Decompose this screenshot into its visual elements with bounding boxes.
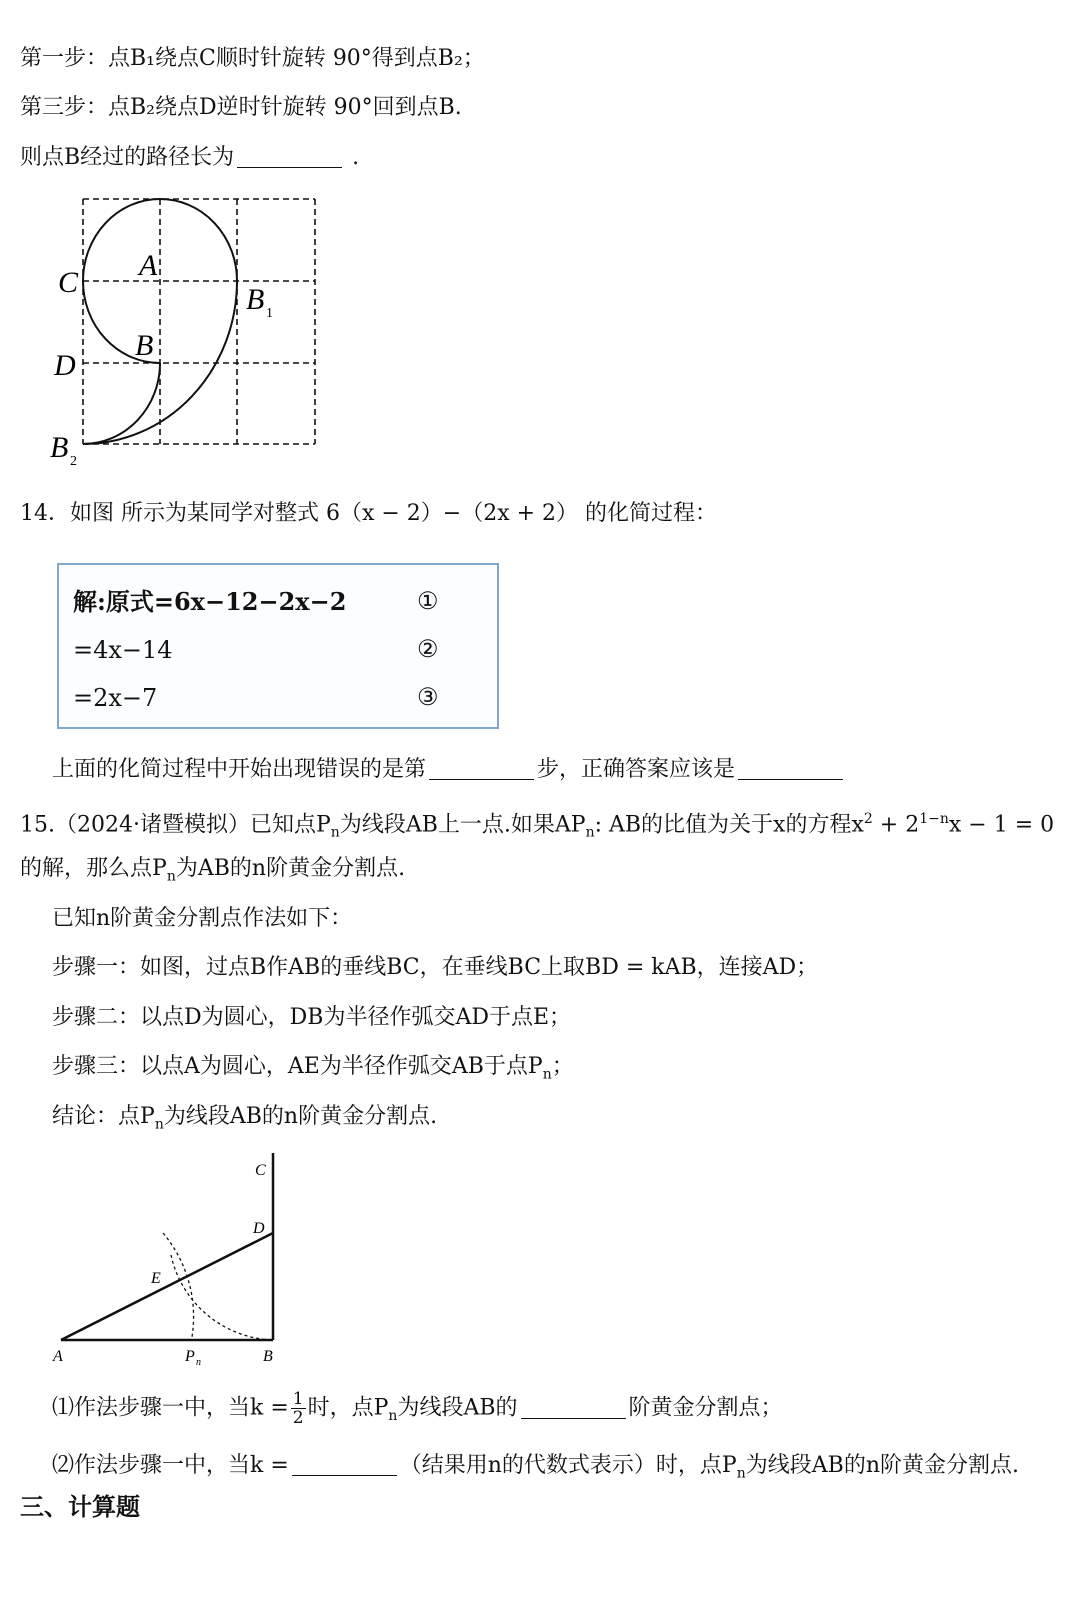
q15-step3-b: ；: [551, 1054, 574, 1079]
q15-sup-2: 2: [863, 811, 873, 827]
q15-label-e: E: [151, 1270, 161, 1287]
q13-label-b: B: [135, 329, 154, 362]
q15-stem-d: + 2: [872, 812, 920, 838]
q14-stem: 14．如图 所示为某同学对整式 6（x − 2）−（2x + 2） 的化简过程：: [20, 501, 718, 526]
q15-stem: [20, 804, 1054, 848]
q15-method-intro: 已知n阶黄金分割点作法如下：: [52, 906, 353, 931]
q13-arc-small: [83, 363, 160, 444]
q13-question-text: 则点B经过的路径长为: [20, 145, 235, 170]
q15-figure: [45, 1145, 295, 1375]
q14-question-a: 上面的化简过程中开始出现错误的是第: [52, 757, 427, 782]
q13-step1: 第一步：点B₁绕点C顺时针旋转 90°得到点B₂；: [20, 46, 485, 71]
q15-part1-c: 为线段AB的: [397, 1395, 518, 1421]
q15-label-a: A: [53, 1348, 63, 1365]
q15-stem-c: : AB的比值为关于x的方程x: [594, 812, 864, 838]
q15-part2-b: （结果用n的代数式表示）时，点P: [399, 1453, 737, 1478]
q15-stem-b: 为线段AB上一点.如果AP: [339, 812, 586, 838]
q15-label-b: B: [263, 1348, 273, 1365]
q15-part1-b: 时，点P: [307, 1395, 389, 1421]
q13-answer-blank[interactable]: [237, 145, 342, 168]
q15-label-p-sub: n: [196, 1357, 201, 1368]
q13-label-a: A: [139, 249, 158, 282]
q15-conclusion-a: 结论：点P: [52, 1104, 155, 1129]
q14-mark3: ③: [417, 683, 439, 711]
q13-label-c: C: [58, 266, 79, 299]
q15-stem2-a: 的解，那么点P: [20, 856, 167, 881]
q15-step1: 步骤一：如图，过点B作AB的垂线BC，在垂线BC上取BD = kAB，连接AD；: [52, 955, 819, 980]
q15-stem-e: x − 1 = 0: [948, 812, 1055, 838]
q15-label-c: C: [255, 1162, 266, 1179]
q15-part2-c: 为线段AB的n阶黄金分割点.: [745, 1453, 1019, 1478]
q15-sub-n7: n: [736, 1465, 746, 1482]
q15-stem2: [20, 854, 405, 891]
q15-part2-a: ⑵作法步骤一中，当k =: [52, 1453, 289, 1478]
q13-label-b1-sub: 1: [266, 306, 273, 321]
q15-fraction-num: 1: [292, 1389, 304, 1409]
q15-sup-1n: 1−n: [919, 811, 949, 827]
q14-question: [52, 755, 846, 785]
q14-mark2: ②: [417, 635, 439, 663]
q15-label-d: D: [253, 1220, 265, 1237]
q15-label-p: P: [185, 1348, 195, 1365]
section3-title: 三、计算题: [20, 1492, 140, 1521]
q15-part1: [52, 1390, 783, 1431]
q13-label-b2-sub: 2: [70, 454, 77, 469]
q13-figure: [40, 185, 340, 475]
q15-sub-n4: n: [542, 1066, 552, 1083]
q15-blank-part1[interactable]: [521, 1396, 626, 1419]
q13-label-b2: B: [50, 431, 69, 464]
q15-sub-n5: n: [154, 1116, 164, 1133]
q15-fraction: [291, 1390, 306, 1427]
q13-grid: [83, 199, 315, 444]
q13-end-mark: .: [352, 145, 360, 170]
q14-box-line3: =2x−7: [73, 684, 158, 712]
q14-question-b: 步，正确答案应该是: [537, 757, 736, 782]
q15-sub-n6: n: [388, 1407, 398, 1424]
q15-stem2-b: 为AB的n阶黄金分割点.: [175, 856, 406, 881]
q15-stem-a: 15.（2024·诸暨模拟）已知点P: [20, 812, 331, 838]
q14-box-line1-text: 解:原式=6x−12−2x−2: [73, 587, 347, 616]
q15-fraction-den: 2: [292, 1408, 304, 1428]
q15-part1-d: 阶黄金分割点；: [628, 1395, 783, 1421]
q13-label-b1: B: [246, 283, 265, 316]
q14-mark1: ①: [417, 587, 439, 615]
q15-blank-part2[interactable]: [292, 1453, 397, 1476]
q13-label-d: D: [54, 349, 76, 382]
q14-solution-box: [57, 563, 499, 729]
q15-conclusion: [52, 1102, 437, 1139]
q13-question: [20, 143, 359, 173]
q14-blank-answer[interactable]: [738, 757, 843, 780]
q13-step3: 第三步：点B₂绕点D逆时针旋转 90°回到点B.: [20, 95, 462, 120]
q15-sub-n1: n: [330, 824, 340, 841]
q15-step3-a: 步骤三：以点A为圆心，AE为半径作弧交AB于点P: [52, 1054, 543, 1079]
q14-blank-step[interactable]: [429, 757, 534, 780]
q15-sub-n2: n: [585, 824, 595, 841]
q15-arc-d: [171, 1255, 273, 1340]
q15-conclusion-b: 为线段AB的n阶黄金分割点.: [163, 1104, 438, 1129]
q15-segment-ad: [61, 1233, 273, 1340]
q15-part1-a: ⑴作法步骤一中，当k =: [52, 1395, 289, 1421]
q15-step3: [52, 1052, 574, 1089]
q15-part2: [52, 1451, 1019, 1488]
q15-sub-n3: n: [166, 868, 176, 885]
q14-box-line1: [73, 587, 346, 617]
q15-step2: 步骤二：以点D为圆心，DB为半径作弧交AD于点E；: [52, 1005, 572, 1030]
q14-box-line2: =4x−14: [73, 636, 173, 664]
